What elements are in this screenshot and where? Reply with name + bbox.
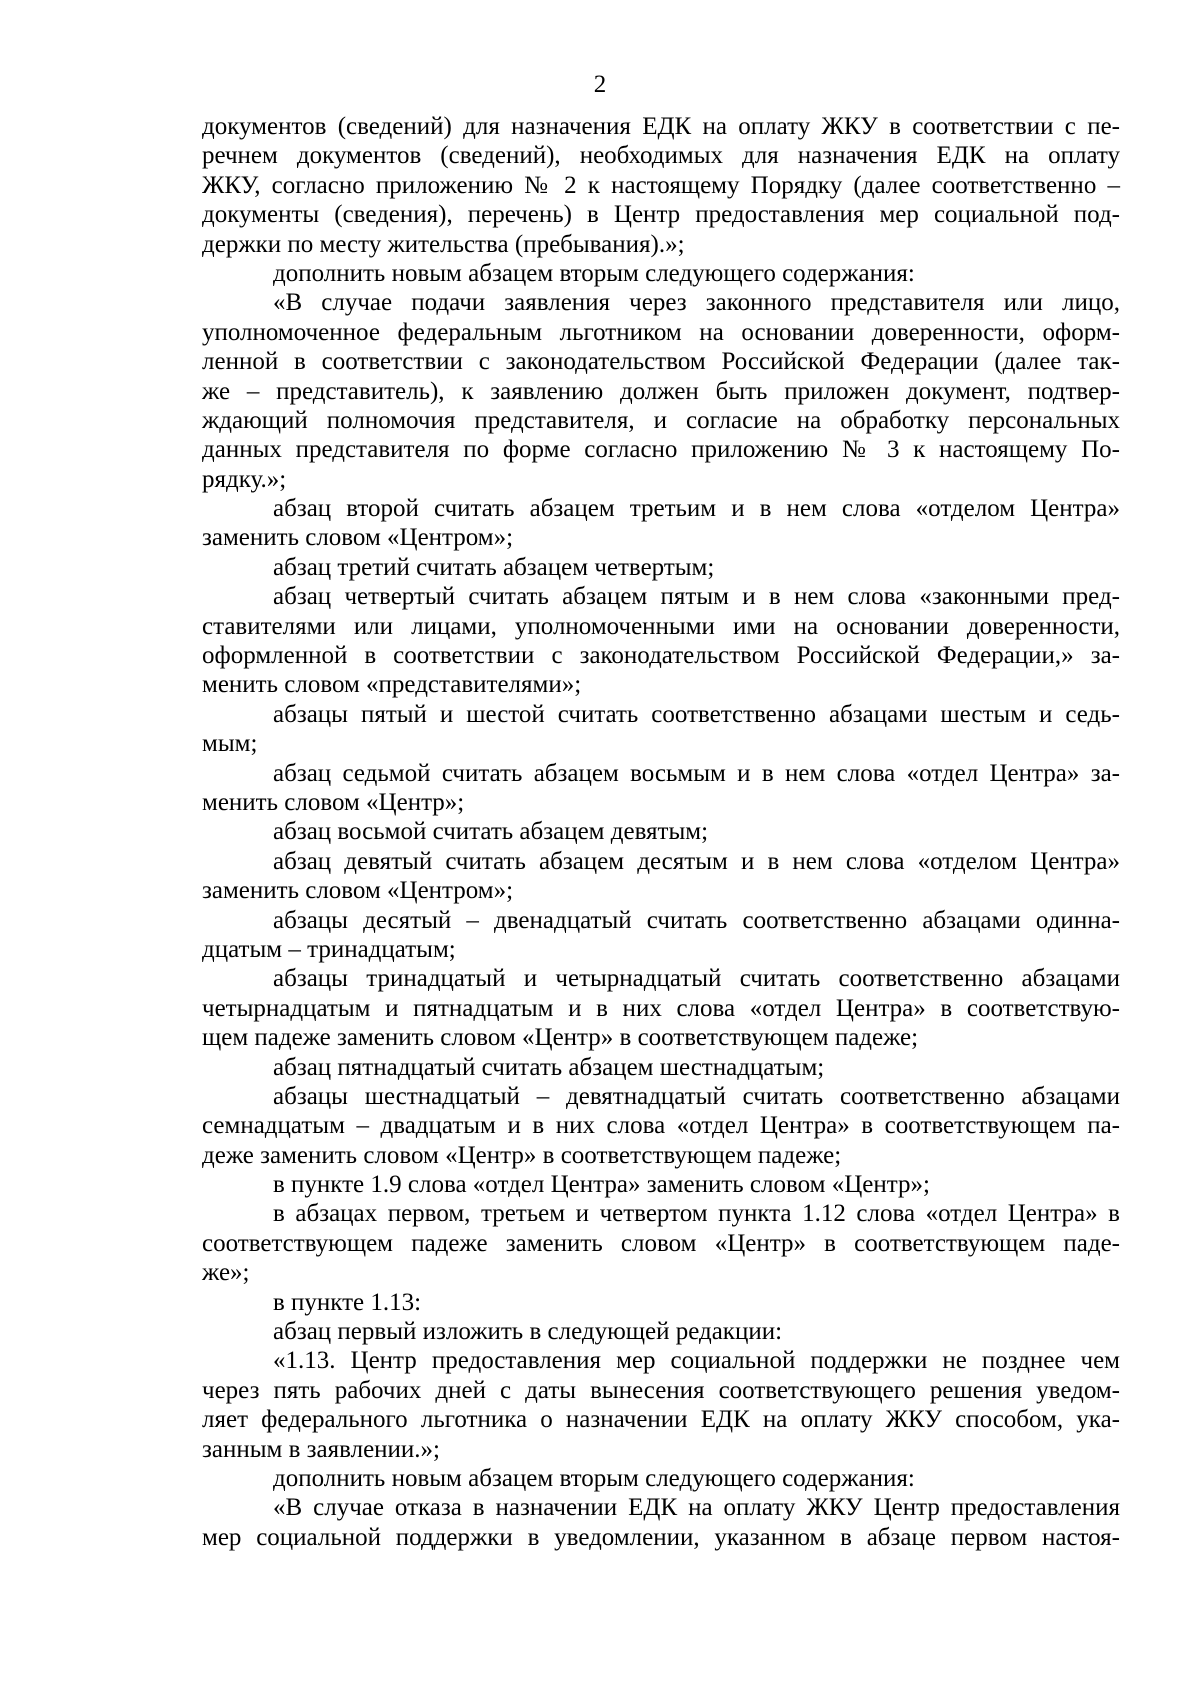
text-line: ждающий полномочия представителя, и согласие на обработку персональных bbox=[202, 406, 1120, 434]
text-line: «1.13. Центр предоставления мер социальной поддержки не позднее чем bbox=[273, 1347, 1120, 1375]
text-line: «В случае подачи заявления через законного представителя или лицо, bbox=[273, 289, 1120, 317]
text-line: абзацы десятый – двенадцатый считать соответственно абзацами одинна- bbox=[273, 906, 1120, 934]
text-line: деже заменить словом «Центр» в соответствующем падеже; bbox=[202, 1141, 842, 1169]
text-line: в пункте 1.13: bbox=[273, 1288, 422, 1316]
text-line: дополнить новым абзацем вторым следующего содержания: bbox=[273, 1464, 915, 1492]
text-line: же»; bbox=[202, 1259, 250, 1287]
text-line: же – представитель), к заявлению должен быть приложен документ, подтвер- bbox=[202, 377, 1120, 405]
text-line: абзац первый изложить в следующей редакции: bbox=[273, 1318, 783, 1346]
text-line: документов (сведений) для назначения ЕДК на оплату ЖКУ в соответствии с пе- bbox=[202, 113, 1120, 140]
text-line: «В случае отказа в назначении ЕДК на оплату ЖКУ Центр предоставления bbox=[273, 1494, 1120, 1522]
text-line: заменить словом «Центром»; bbox=[202, 524, 514, 552]
text-line: менить словом «Центр»; bbox=[202, 788, 465, 816]
text-line: абзацы шестнадцатый – девятнадцатый считать соответственно абзацами bbox=[273, 1082, 1120, 1110]
text-line: менить словом «представителями»; bbox=[202, 671, 582, 699]
text-line: абзац девятый считать абзацем десятым и в нем слова «отделом Центра» bbox=[273, 847, 1120, 875]
text-line: семнадцатым – двадцатым и в них слова «отдел Центра» в соответствующем па- bbox=[202, 1112, 1120, 1140]
text-line: соответствующем падеже заменить словом «Центр» в соответствующем паде- bbox=[202, 1229, 1120, 1257]
text-line: мер социальной поддержки в уведомлении, указанном в абзаце первом настоя- bbox=[202, 1523, 1120, 1551]
text-line: абзацы пятый и шестой считать соответственно абзацами шестым и седь- bbox=[273, 700, 1120, 728]
text-line: ляет федерального льготника о назначении ЕДК на оплату ЖКУ способом, ука- bbox=[202, 1406, 1120, 1434]
text-line: оформленной в соответствии с законодательством Российской Федерации,» за- bbox=[202, 642, 1120, 670]
text-line: ЖКУ, согласно приложению № 2 к настоящему Порядку (далее соответственно – bbox=[202, 171, 1120, 199]
text-line: ленной в соответствии с законодательством Российской Федерации (далее так- bbox=[202, 348, 1120, 376]
text-line: абзац седьмой считать абзацем восьмым и в нем слова «отдел Центра» за- bbox=[273, 759, 1120, 787]
text-line: документы (сведения), перечень) в Центр предоставления мер социальной под- bbox=[202, 201, 1120, 229]
text-line: заменить словом «Центром»; bbox=[202, 877, 514, 905]
document-body bbox=[202, 112, 1120, 1552]
text-line: абзац второй считать абзацем третьим и в нем слова «отделом Центра» bbox=[273, 495, 1120, 523]
text-line: абзац восьмой считать абзацем девятым; bbox=[273, 818, 709, 846]
text-line: данных представителя по форме согласно приложению № 3 к настоящему По- bbox=[202, 436, 1120, 464]
page-number: 2 bbox=[593, 71, 607, 98]
text-line: дополнить новым абзацем вторым следующего содержания: bbox=[273, 259, 915, 287]
text-line: в пункте 1.9 слова «отдел Центра» заменить словом «Центр»; bbox=[273, 1171, 930, 1199]
text-line: четырнадцатым и пятнадцатым и в них слова «отдел Центра» в соответствую- bbox=[202, 994, 1120, 1022]
text-line: абзацы тринадцатый и четырнадцатый считать соответственно абзацами bbox=[273, 965, 1120, 993]
text-line: абзац пятнадцатый считать абзацем шестнадцатым; bbox=[273, 1053, 825, 1081]
text-line: рядку.»; bbox=[202, 465, 287, 493]
text-line: занным в заявлении.»; bbox=[202, 1435, 441, 1463]
text-line: речнем документов (сведений), необходимых для назначения ЕДК на оплату bbox=[202, 142, 1120, 170]
text-line: мым; bbox=[202, 730, 258, 758]
text-line: уполномоченное федеральным льготником на основании доверенности, оформ- bbox=[202, 318, 1120, 346]
text-line: абзац третий считать абзацем четвертым; bbox=[273, 553, 715, 581]
text-line: щем падеже заменить словом «Центр» в соответствующем падеже; bbox=[202, 1024, 919, 1052]
text-line: абзац четвертый считать абзацем пятым и в нем слова «законными пред- bbox=[273, 583, 1120, 611]
text-line: ставителями или лицами, уполномоченными ими на основании доверенности, bbox=[202, 612, 1120, 640]
text-line: дцатым – тринадцатым; bbox=[202, 935, 456, 963]
text-line: в абзацах первом, третьем и четвертом пункта 1.12 слова «отдел Центра» в bbox=[273, 1200, 1120, 1228]
text-line: держки по месту жительства (пребывания).»; bbox=[202, 230, 685, 258]
text-line: через пять рабочих дней с даты вынесения соответствующего решения уведом- bbox=[202, 1376, 1120, 1404]
